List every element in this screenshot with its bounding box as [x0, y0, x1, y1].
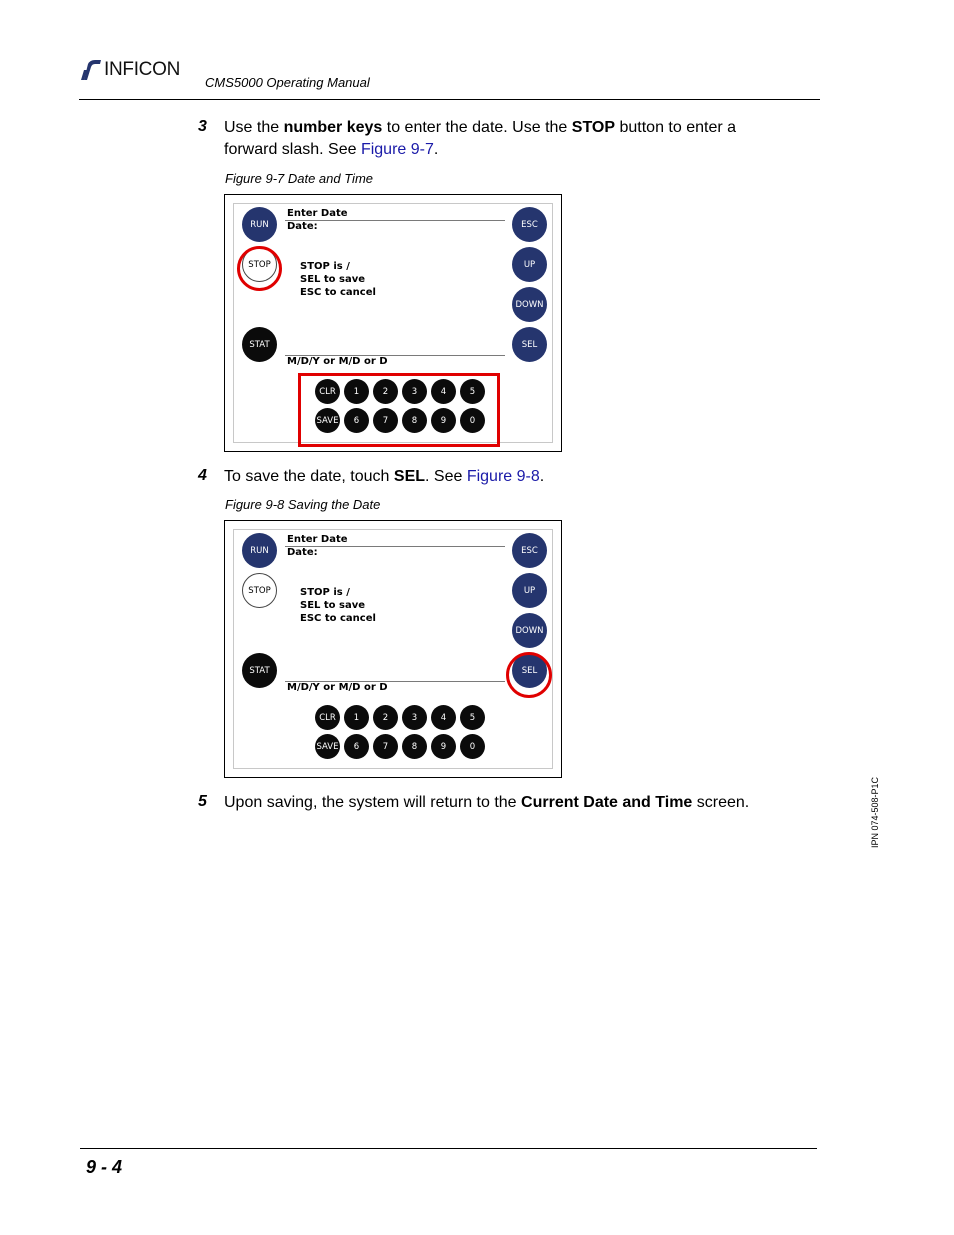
figure-caption: Figure 9-7 Date and Time — [225, 171, 374, 186]
divider — [285, 546, 505, 547]
figure-screen — [224, 520, 562, 778]
key-8[interactable]: 8 — [402, 408, 427, 433]
key-2[interactable]: 2 — [373, 705, 398, 730]
inficon-logo — [80, 58, 180, 82]
step-text: Use the number keys to enter the date. Use the STOP button to enter a forward slash. See Figure 9-7. — [224, 119, 737, 158]
figure-screen — [224, 194, 562, 452]
highlight-ring — [237, 246, 282, 291]
format-hint: M/D/Y or M/D or D — [287, 682, 388, 693]
stat-button[interactable]: STAT — [242, 327, 277, 362]
touchscreen — [233, 529, 553, 769]
key-8[interactable]: 8 — [402, 734, 427, 759]
step-number: 4 — [198, 467, 207, 484]
key-4[interactable]: 4 — [431, 705, 456, 730]
key-1[interactable]: 1 — [344, 705, 369, 730]
highlight-box — [298, 373, 500, 447]
highlight-ring — [506, 652, 552, 698]
clr-key[interactable]: CLR — [315, 705, 340, 730]
instruction-line: SEL to save — [300, 274, 366, 285]
up-button[interactable]: UP — [512, 573, 547, 608]
key-7[interactable]: 7 — [373, 408, 398, 433]
down-button[interactable]: DOWN — [512, 287, 547, 322]
stat-button[interactable]: STAT — [242, 653, 277, 688]
stop-button[interactable]: STOP — [242, 247, 277, 282]
step-text: Upon saving, the system will return to the Current Date and Time screen. — [224, 794, 750, 811]
sel-button[interactable]: SEL — [512, 327, 547, 362]
footer-rule — [80, 1148, 817, 1149]
run-button[interactable]: RUN — [242, 533, 277, 568]
save-key[interactable]: SAVE — [315, 408, 340, 433]
divider — [285, 220, 505, 221]
page-number: 9 - 4 — [86, 1157, 123, 1177]
ipn-label: IPN 074-508-P1C — [870, 776, 880, 848]
instruction-line: ESC to cancel — [300, 287, 376, 298]
key-6[interactable]: 6 — [344, 408, 369, 433]
key-2[interactable]: 2 — [373, 379, 398, 404]
format-hint: M/D/Y or M/D or D — [287, 356, 388, 367]
key-9[interactable]: 9 — [431, 734, 456, 759]
logo-text: INFICON — [104, 59, 181, 80]
clr-key[interactable]: CLR — [315, 379, 340, 404]
key-7[interactable]: 7 — [373, 734, 398, 759]
figure-link[interactable]: Figure 9-8 — [466, 468, 540, 485]
sel-button[interactable]: SEL — [512, 653, 547, 688]
inficon-logo-icon — [80, 58, 102, 82]
figure-caption: Figure 9-8 Saving the Date — [225, 497, 381, 512]
esc-button[interactable]: ESC — [512, 207, 547, 242]
key-5[interactable]: 5 — [460, 705, 485, 730]
key-0[interactable]: 0 — [460, 734, 485, 759]
down-button[interactable]: DOWN — [512, 613, 547, 648]
step-text: To save the date, touch SEL. See Figure 9-8. — [224, 468, 545, 485]
save-key[interactable]: SAVE — [315, 734, 340, 759]
instruction-line: ESC to cancel — [300, 613, 376, 624]
figure-link[interactable]: Figure 9-7 — [360, 141, 434, 158]
instruction-line: STOP is / — [300, 261, 350, 272]
stop-button[interactable]: STOP — [242, 573, 277, 608]
step-number: 3 — [198, 118, 207, 135]
run-button[interactable]: RUN — [242, 207, 277, 242]
date-label: Date: — [287, 221, 318, 232]
screen-title: Enter Date — [287, 534, 348, 545]
step-number: 5 — [198, 793, 207, 810]
instruction-line: SEL to save — [300, 600, 366, 611]
esc-button[interactable]: ESC — [512, 533, 547, 568]
header-rule — [79, 99, 820, 100]
key-0[interactable]: 0 — [460, 408, 485, 433]
key-4[interactable]: 4 — [431, 379, 456, 404]
key-5[interactable]: 5 — [460, 379, 485, 404]
key-3[interactable]: 3 — [402, 705, 427, 730]
screen-title: Enter Date — [287, 208, 348, 219]
key-3[interactable]: 3 — [402, 379, 427, 404]
instruction-line: STOP is / — [300, 587, 350, 598]
date-label: Date: — [287, 547, 318, 558]
up-button[interactable]: UP — [512, 247, 547, 282]
key-6[interactable]: 6 — [344, 734, 369, 759]
key-1[interactable]: 1 — [344, 379, 369, 404]
key-9[interactable]: 9 — [431, 408, 456, 433]
manual-title: CMS5000 Operating Manual — [205, 75, 370, 90]
